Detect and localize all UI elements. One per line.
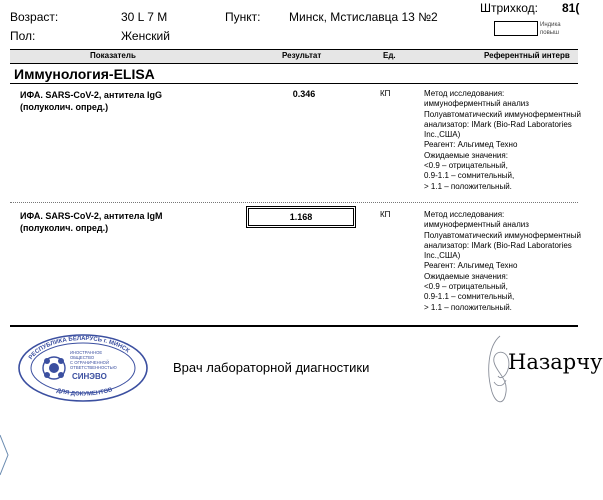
- doctor-title: Врач лабораторной диагностики: [173, 360, 370, 375]
- barcode-value: 81(: [562, 1, 580, 15]
- stamp-line: ОБЩЕСТВО: [70, 355, 95, 360]
- method-line: Ожидаемые значения:: [424, 150, 508, 160]
- column-unit: Ед.: [383, 51, 396, 60]
- method-line: Метод исследования:: [424, 89, 505, 98]
- section-title: Иммунология-ELISA: [14, 66, 155, 82]
- test-name-line: ИФА. SARS-CoV-2, антитела IgM: [20, 211, 163, 221]
- method-line: Реагент: Альгимед Техно: [424, 140, 518, 150]
- footer-divider: [10, 325, 578, 327]
- test-name: [20, 89, 162, 113]
- results-column-header: [10, 49, 578, 64]
- test-name-line: ИФА. SARS-CoV-2, антитела IgG: [20, 90, 162, 100]
- method-line: анализатор: IMark (Bio-Rad Laboratories: [424, 240, 572, 250]
- column-result: Результат: [282, 51, 322, 60]
- stamp-ring-bottom-text: ДЛЯ ДОКУМЕНТОВ: [55, 387, 114, 398]
- method-line: <0.9 – отрицательный,: [424, 282, 508, 292]
- method-line: Полуавтоматический иммуноферментный: [424, 109, 581, 119]
- method-line: Реагент: Альгимед Техно: [424, 261, 518, 271]
- doctor-name: Назарчу: [508, 350, 603, 374]
- barcode-label: Штрихкод:: [480, 1, 539, 15]
- stamp-line: С ОГРАНИЧЕННОЙ: [70, 360, 109, 365]
- age-label: Возраст:: [10, 10, 59, 24]
- method-line: анализатор: IMark (Bio-Rad Laboratories: [424, 119, 572, 129]
- method-line: > 1.1 – положительный.: [424, 302, 512, 312]
- method-line: 0.9-1.1 – сомнительный,: [424, 171, 515, 181]
- test-name-line: (полуколич. опред.): [20, 102, 109, 112]
- company-stamp: [14, 330, 152, 402]
- indicator-note-line1: Индика: [540, 22, 561, 28]
- stamp-logo-icon: [43, 357, 65, 379]
- method-line: Полуавтоматический иммуноферментный: [424, 230, 581, 240]
- test-method-notes: [424, 89, 581, 192]
- stamp-line: ИНОСТРАННОЕ: [70, 350, 103, 355]
- method-line: Inc.,США): [424, 130, 461, 140]
- test-unit: КП: [380, 210, 391, 219]
- point-value: Минск, Мстиславца 13 №2: [289, 10, 438, 24]
- stamp-brand: СИНЭВО: [72, 372, 107, 381]
- method-line: Метод исследования:: [424, 210, 505, 219]
- stamp-line: ОТВЕТСТВЕННОСТЬЮ: [70, 365, 117, 370]
- method-line: иммуноферментный анализ: [424, 99, 529, 109]
- test-result-value: 0.346: [292, 89, 316, 99]
- row-divider: [10, 202, 578, 203]
- indicator-note-line2: повыш: [540, 30, 559, 36]
- test-result-value-highlighted: 1.168: [246, 206, 356, 228]
- stamp-ring-top-text: РЕСПУБЛИКА БЕЛАРУСЬ г. МИНСК: [28, 335, 131, 361]
- column-indicator: Показатель: [90, 51, 136, 60]
- method-line: иммуноферментный анализ: [424, 220, 529, 230]
- section-divider: [10, 83, 578, 84]
- test-unit: КП: [380, 89, 391, 98]
- indicator-box: [494, 21, 538, 36]
- test-name-line: (полуколич. опред.): [20, 223, 109, 233]
- column-reference: Референтный интерв: [484, 51, 570, 60]
- method-line: > 1.1 – положительный.: [424, 181, 512, 191]
- test-method-notes: [424, 210, 581, 313]
- method-line: 0.9-1.1 – сомнительный,: [424, 292, 515, 302]
- point-label: Пункт:: [225, 10, 261, 24]
- sex-value: Женский: [121, 29, 170, 43]
- method-line: Inc.,США): [424, 251, 461, 261]
- method-line: <0.9 – отрицательный,: [424, 161, 508, 171]
- method-line: Ожидаемые значения:: [424, 271, 508, 281]
- sex-label: Пол:: [10, 29, 36, 43]
- age-value: 30 L 7 M: [121, 10, 168, 24]
- test-name: [20, 210, 162, 234]
- svg-text:ДЛЯ ДОКУМЕНТОВ: [56, 387, 114, 398]
- edge-artifact: [0, 415, 10, 500]
